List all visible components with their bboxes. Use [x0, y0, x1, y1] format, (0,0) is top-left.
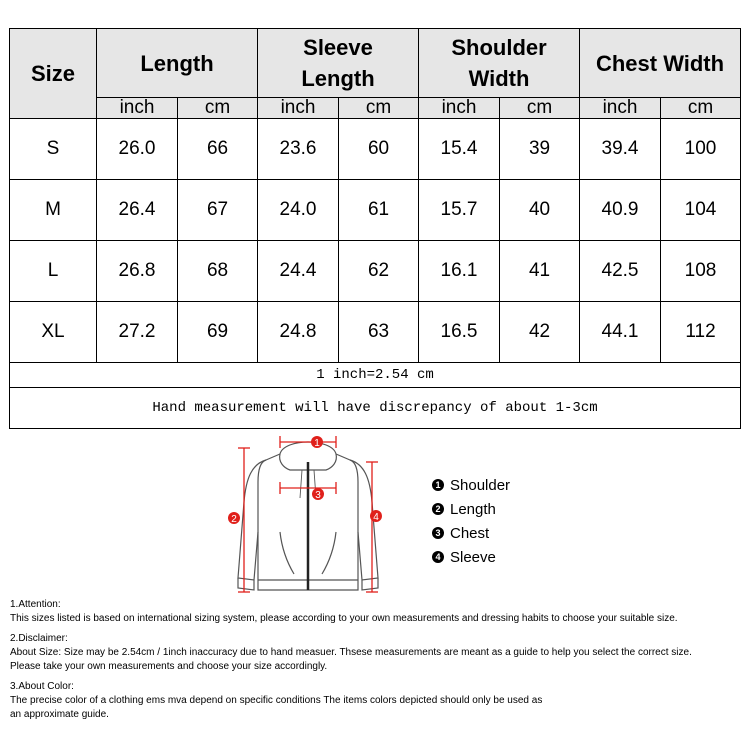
note-title: 1.Attention: — [10, 599, 61, 610]
unit-header: inch — [258, 98, 339, 119]
table-cell: 15.7 — [419, 180, 500, 241]
table-cell: 16.5 — [419, 302, 500, 363]
table-cell: 15.4 — [419, 119, 500, 180]
table-cell: 39 — [500, 119, 580, 180]
header-length: Length — [97, 29, 258, 98]
table-cell: 24.4 — [258, 241, 339, 302]
table-cell: 108 — [661, 241, 741, 302]
legend-label: Length — [450, 500, 496, 518]
table-cell: 42 — [500, 302, 580, 363]
header-size: Size — [10, 29, 97, 119]
table-row — [10, 119, 741, 180]
size-cell: L — [10, 241, 97, 302]
table-cell: 26.4 — [97, 180, 178, 241]
left-sleeve-outline — [238, 460, 266, 580]
table-row — [10, 302, 741, 363]
table-row — [10, 180, 741, 241]
left-pocket — [280, 532, 294, 574]
table-cell: 104 — [661, 180, 741, 241]
legend-item-sleeve — [432, 545, 510, 569]
unit-header: inch — [419, 98, 500, 119]
table-cell: 67 — [178, 180, 258, 241]
table-cell: 24.8 — [258, 302, 339, 363]
marker-3 — [312, 488, 324, 501]
measurement-legend — [432, 473, 510, 569]
table-cell: 40 — [500, 180, 580, 241]
jacket-diagram — [222, 432, 394, 600]
note-line: This sizes listed is based on international sizing system, please according to your own measurements and dressing habits to choose your suitable size. — [10, 613, 678, 624]
unit-header: cm — [339, 98, 419, 119]
table-cell: 68 — [178, 241, 258, 302]
table-cell: 63 — [339, 302, 419, 363]
table-cell: 60 — [339, 119, 419, 180]
table-cell: 62 — [339, 241, 419, 302]
table-row — [10, 241, 741, 302]
unit-header: inch — [580, 98, 661, 119]
size-cell: M — [10, 180, 97, 241]
unit-header: cm — [178, 98, 258, 119]
unit-header: inch — [97, 98, 178, 119]
legend-number-icon: 3 — [432, 527, 444, 539]
legend-label: Shoulder — [450, 476, 511, 494]
right-pocket — [322, 532, 336, 574]
table-cell: 24.0 — [258, 180, 339, 241]
size-cell: XL — [10, 302, 97, 363]
color-note — [10, 680, 745, 722]
marker-2 — [228, 512, 240, 525]
table-cell: 44.1 — [580, 302, 661, 363]
svg-text:1: 1 — [314, 438, 320, 449]
note-title: 3.About Color: — [10, 681, 74, 692]
table-cell: 66 — [178, 119, 258, 180]
table-cell: 26.8 — [97, 241, 178, 302]
discrepancy-note: Hand measurement will have discrepancy of about 1-3cm — [10, 388, 741, 429]
table-cell: 23.6 — [258, 119, 339, 180]
note-line: The precise color of a clothing ems mva depend on specific conditions The items colors depicted should only be used as — [10, 695, 543, 706]
legend-number-icon: 1 — [432, 479, 444, 491]
note-title: 2.Disclaimer: — [10, 633, 68, 644]
notes-section — [10, 598, 745, 728]
table-cell: 69 — [178, 302, 258, 363]
table-cell: 41 — [500, 241, 580, 302]
table-cell: 40.9 — [580, 180, 661, 241]
unit-header: cm — [661, 98, 741, 119]
note-line: an approximate guide. — [10, 709, 109, 720]
svg-text:3: 3 — [315, 490, 321, 501]
legend-label: Chest — [450, 524, 490, 542]
size-cell: S — [10, 119, 97, 180]
size-chart-table — [9, 28, 741, 429]
legend-label: Sleeve — [450, 548, 496, 566]
header-shoulder-width: Shoulder Width — [419, 29, 580, 98]
table-cell: 27.2 — [97, 302, 178, 363]
attention-note — [10, 598, 745, 626]
svg-text:2: 2 — [231, 514, 237, 525]
table-cell: 26.0 — [97, 119, 178, 180]
table-cell: 61 — [339, 180, 419, 241]
table-cell: 39.4 — [580, 119, 661, 180]
header-chest-width: Chest Width — [580, 29, 741, 98]
conversion-note: 1 inch=2.54 cm — [10, 363, 741, 388]
jacket-illustration — [222, 432, 394, 600]
note-line: About Size: Size may be 2.54cm / 1inch inaccuracy due to hand measuer. Thsese measurements are meant as a guide to help you select the correct size. — [10, 647, 692, 658]
table-cell: 100 — [661, 119, 741, 180]
legend-item-shoulder — [432, 473, 510, 497]
table-cell: 112 — [661, 302, 741, 363]
legend-number-icon: 2 — [432, 503, 444, 515]
legend-item-length — [432, 497, 510, 521]
unit-header: cm — [500, 98, 580, 119]
table-cell: 42.5 — [580, 241, 661, 302]
note-line: Please take your own measurements and choose your size accordingly. — [10, 661, 328, 672]
disclaimer-note — [10, 632, 745, 674]
marker-1 — [311, 436, 323, 449]
table-cell: 16.1 — [419, 241, 500, 302]
legend-number-icon: 4 — [432, 551, 444, 563]
svg-text:4: 4 — [373, 512, 379, 523]
header-sleeve-length: Sleeve Length — [258, 29, 419, 98]
legend-item-chest — [432, 521, 510, 545]
